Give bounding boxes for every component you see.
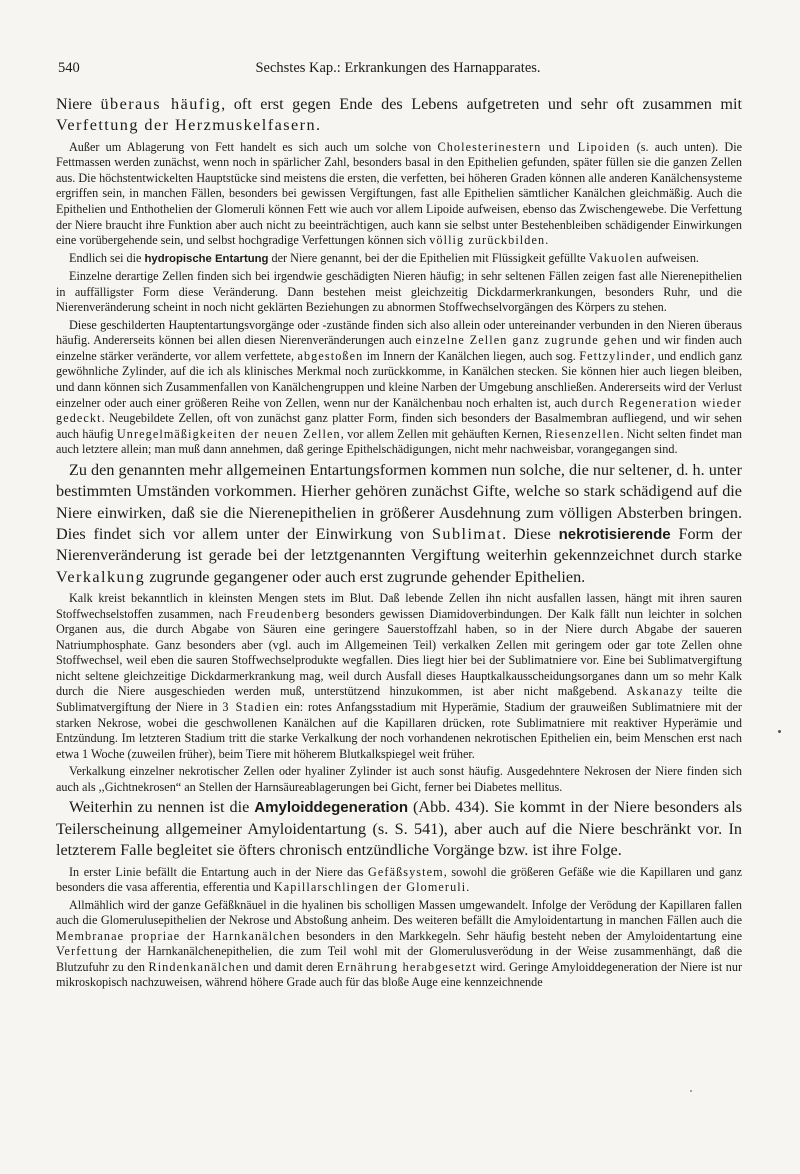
text-run: im Innern der Kanälchen liegen, auch sog. <box>363 348 580 363</box>
spaced-emphasis: Membranae propriae der Harnkanälchen <box>56 928 301 943</box>
spaced-emphasis: Verfettung <box>56 944 119 959</box>
spaced-emphasis: völlig zurückbilden <box>429 233 546 248</box>
text-run: . Diese <box>502 524 559 543</box>
small-print-paragraph <box>56 898 742 991</box>
text-run: Weiterhin zu nennen ist die <box>69 798 255 817</box>
text-run: (s. auch unten). Die Fettmassen werden zunächst, wenn noch in spärlicher Zahl, besonders basal in den Epithelien gefunden, später füllen sie die ganzen Zellen aus. Die höchstentwickelten Hauptstücke sind meistens die ersten, die verfetten, bei höheren Graden können alle anderen Kanälchensysteme ergriffen sein, in manchen Fällen, besonders bei gewissen Vergiftungen, fast alle Epithelien sämtlicher Kanälchen gleichmäßig. Auch die Epithelien und Enthothelien der Glomeruli können Fett wie auch vor allem Lipoide aufweisen, ebenso das Zwischengewebe. Die Verfettung der Niere braucht ihre Funktion aber auch nicht zu beeinträchtigen, auch kann sie selbst unter Bestehenbleiben schädigender Einwirkungen eine vorübergehende sein, und selbst hochgradige Verfettungen können sich <box>56 139 742 248</box>
text-run: Form der Nierenveränderung ist gerade bei der letztgenannten Vergiftung weiterhin gekennzeichnet durch starke <box>56 524 742 565</box>
text-run: aufweisen. <box>643 250 699 265</box>
running-header <box>58 60 738 80</box>
spaced-emphasis: Gefäßsystem <box>368 864 444 879</box>
text-run: In erster Linie befällt die Entartung auch in der Niere das <box>69 864 368 879</box>
spaced-emphasis: Vakuolen <box>588 250 644 265</box>
spaced-emphasis: Rindenkanälchen <box>148 959 250 974</box>
text-run: teilte die Sublimatvergiftung der Niere in <box>56 684 742 715</box>
text-run: zugrunde gegangener oder auch erst zugrunde gehender Epithelien. <box>145 567 586 586</box>
small-print-paragraph <box>56 318 742 458</box>
spaced-emphasis: Cholesterinestern und Lipoiden <box>437 139 631 154</box>
spaced-emphasis: überaus häufig <box>100 95 222 113</box>
text-run: , vor allem Zellen mit gehäuften Kernen, <box>340 426 546 441</box>
text-run: Zu den genannten mehr allgemeinen Entartungsformen kommen nun solche, die nur seltener, d. h. unter bestimmten Umständen vorkommen. Hierher gehören zunächst Gifte, welche so stark schädigend auf die Niere einwirken, daß sie die Nierenepithelien in größerer Ausdehnung zum völligen Absterben bringen. Dies findet sich vor allem unter der Einwirkung von <box>56 460 742 543</box>
text-run: Allmählich wird der ganze Gefäßknäuel in die hyalinen bis scholligen Massen umgewandelt. Infolge der Verödung der Kapillaren fallen auch die Glomerulusepithelien der Nekrose und Abstoßung anheim. Des weiteren befällt die Amyloidentartung in manchen Fällen auch die <box>56 897 742 928</box>
text-run: besonders gewissen Diamidoverbindungen. Der Kalk fällt nun leichter in solchen Organen aus, die durch Abgabe von Säuren eine geringere Sauerstoffzahl haben, so in der Niere durch Abgabe der saueren Natriumphosphate. Ganz besonders aber (vgl. auch im Allgemeinen Teil) verkalken Zellen mit geringem oder gar tote Zellen ohne Stoffwechsel, weil eben die sauren Stoffwechselprodukte wegfallen. Dies liegt hier bei der Sublimatniere vor. Eine bei Sublimatvergiftung nicht seltene gleichzeitige Dickdarmerkrankung mag, weil durch Ausfall dieses Hauptkalkausscheidungsorganes dann um so mehr Kalk durch die Niere ausgeschieden werden muß, unterstützend hinzukommen, ist aber nicht maßgebend. <box>56 606 742 699</box>
text-run: besonders in den Markkegeln. Sehr häufig besteht neben der Amyloidentartung eine <box>300 928 743 943</box>
text-run: der Harnkanälchenepithelien, die zum Teil wohl mit der Glomerulusverödung in der Weise zusammenhängt, daß die Blutzufuhr zu den <box>56 944 742 974</box>
page-number: 540 <box>58 60 80 76</box>
spaced-emphasis: Fettzylinder <box>579 348 652 363</box>
spaced-emphasis: Freudenberg <box>246 606 321 621</box>
main-paragraph <box>56 460 742 588</box>
text-run: Diese geschilderten Hauptentartungsvorgänge oder -zustände finden sich also allein oder untereinander verbunden in den Nieren überaus häufig. Andererseits können bei allen diesen Nierenveränderungen auch <box>56 317 742 348</box>
spaced-emphasis: Sublimat <box>431 524 503 543</box>
spaced-emphasis: 3 Stadien <box>222 700 280 715</box>
small-print-paragraph <box>56 269 742 316</box>
spaced-emphasis: abgestoßen <box>297 348 364 363</box>
bold-term: nekrotisierende <box>558 525 671 543</box>
text-run: , oft erst gegen Ende des Lebens aufgetreten und sehr oft zusammen mit <box>221 95 742 113</box>
spaced-emphasis: einzelne Zellen ganz zugrunde gehen <box>415 333 639 348</box>
text-run: . <box>316 116 321 135</box>
text-run: ein: rotes Anfangsstadium mit Hyperämie, Stadium der grauweißen Sublimatniere mit der starken Nekrose, wobei die geschwollenen Kanälchen auf die Kapillaren drücken, rote Sublimatniere mit reaktiver Hyperämie und Entzündung. Im letzteren Stadium tritt die starke Verkalkung der noch vorhandenen nekrotischen Epithelien ein, beim Menschen erst nach etwa 1 Woche (zuweilen früher), beim Tiere mit höherem Blutkalkspiegel weit früher. <box>56 700 742 761</box>
text-run: , und endlich ganz gewöhnliche Zylinder, auf die ich als klinisches Merkmal noch zurückkomme, in Kanälchen stecken. Sie können hier auch liegen bleiben, und dann können sich Zusammenfallen von Kanälchengruppen und kleine Narben der Umgebung anschließen. Andererseits wird der Verlust einzelner oder auch einer größeren Reihe von Zellen, wenn nur der Kanälchenbau noch erhalten ist, auch <box>56 348 742 410</box>
text-run: . Neugebildete Zellen, oft von zunächst ganz platter Form, finden sich besonders der Basalmembran aufliegend, und wir sehen auch häufig <box>56 411 742 441</box>
spaced-emphasis: Askanazy <box>626 684 684 699</box>
spaced-emphasis: Ernährung herabgesetzt <box>336 959 477 974</box>
text-run: . <box>466 880 470 895</box>
text-run: und wir finden auch einzelne stärker veränderte, vor allem verfettete, <box>56 333 743 363</box>
text-run: Niere <box>56 95 101 113</box>
print-speck <box>690 1090 692 1092</box>
main-paragraph <box>56 94 742 137</box>
text-run: , sowohl die größeren Gefäße wie die Kapillaren und ganz besonders die vasa afferentia, efferentia und <box>56 864 742 895</box>
small-print-paragraph <box>56 251 742 268</box>
text-run: der Niere genannt, bei der die Epithelien mit Flüssigkeit gefüllte <box>268 250 589 265</box>
text-run: . <box>545 233 549 248</box>
small-print-paragraph <box>56 865 742 896</box>
spaced-emphasis: durch Regeneration wieder gedeckt <box>56 395 742 426</box>
text-run: Kalk kreist bekanntlich in kleinsten Mengen stets im Blut. Daß lebende Zellen ihn nicht ausfallen lassen, hängt mit ihren sauren Stoffwechselstoffen zusammen, nach <box>56 591 742 621</box>
spaced-emphasis: Verfettung der Herzmuskelfasern <box>56 116 317 135</box>
text-run: Außer um Ablagerung von Fett handelt es sich auch um solche von <box>69 139 438 154</box>
body-text <box>56 94 742 993</box>
spaced-emphasis: Kapillarschlingen der Glomeruli <box>273 880 467 895</box>
spaced-emphasis: Verkalkung <box>56 567 146 586</box>
small-print-paragraph <box>56 591 742 762</box>
spaced-emphasis: Riesenzellen <box>545 426 621 441</box>
bold-term: hydropische Entartung <box>144 252 269 265</box>
text-run: wird. Geringe Amyloiddegeneration der Niere ist nur mikroskopisch nachzuweisen, während höhere Grade auch für das bloße Auge eine kennzeichnende <box>56 959 742 990</box>
bold-term: Amyloiddegeneration <box>254 799 409 817</box>
text-run: . Nicht selten findet man auch letztere allein; man muß dann annehmen, daß geringe Epithelschädigungen, nicht mehr nachweisbar, vorangegangen sind. <box>56 426 742 457</box>
text-run: Endlich sei die <box>69 250 145 265</box>
text-run: (Abb. 434). Sie kommt in der Niere besonders als Teilerscheinung allgemeiner Amyloidentartung (s. S. 541), aber auch auf die Niere beschränkt vor. In letzterem Falle begleitet sie öfters chronisch entzündliche Vorgänge bzw. ist ihre Folge. <box>56 798 742 860</box>
main-paragraph <box>56 797 742 861</box>
running-title: Sechstes Kap.: Erkrankungen des Harnapparates. <box>255 60 541 76</box>
spaced-emphasis: Unregelmäßigkeiten der neuen Zellen <box>116 426 341 441</box>
text-run: und damit deren <box>249 959 337 974</box>
small-print-paragraph <box>56 140 742 249</box>
print-speck <box>778 730 781 733</box>
small-print-paragraph <box>56 764 742 795</box>
text-run: Verkalkung einzelner nekrotischer Zellen oder hyaliner Zylinder ist auch sonst häufig. Ausgedehntere Nekrosen der Niere finden sich auch als ,,Gichtnekrosen“ an Stellen der Harnsäureablagerungen bei Gicht, ferner bei Diabetes mellitus. <box>56 764 742 794</box>
text-run: Einzelne derartige Zellen finden sich bei irgendwie geschädigten Nieren häufig; in sehr seltenen Fällen zeigen fast alle Nierenepithelien in auffälligster Form diese Veränderung. Dann bestehen meist gleichzeitig Dickdarmerkrankungen, besonders Ruhr, und die Nierenveränderung scheint in noch nicht geklärten Beziehungen zu abnormen Stoffwechselvorgängen des Körpers zu stehen. <box>56 269 742 315</box>
